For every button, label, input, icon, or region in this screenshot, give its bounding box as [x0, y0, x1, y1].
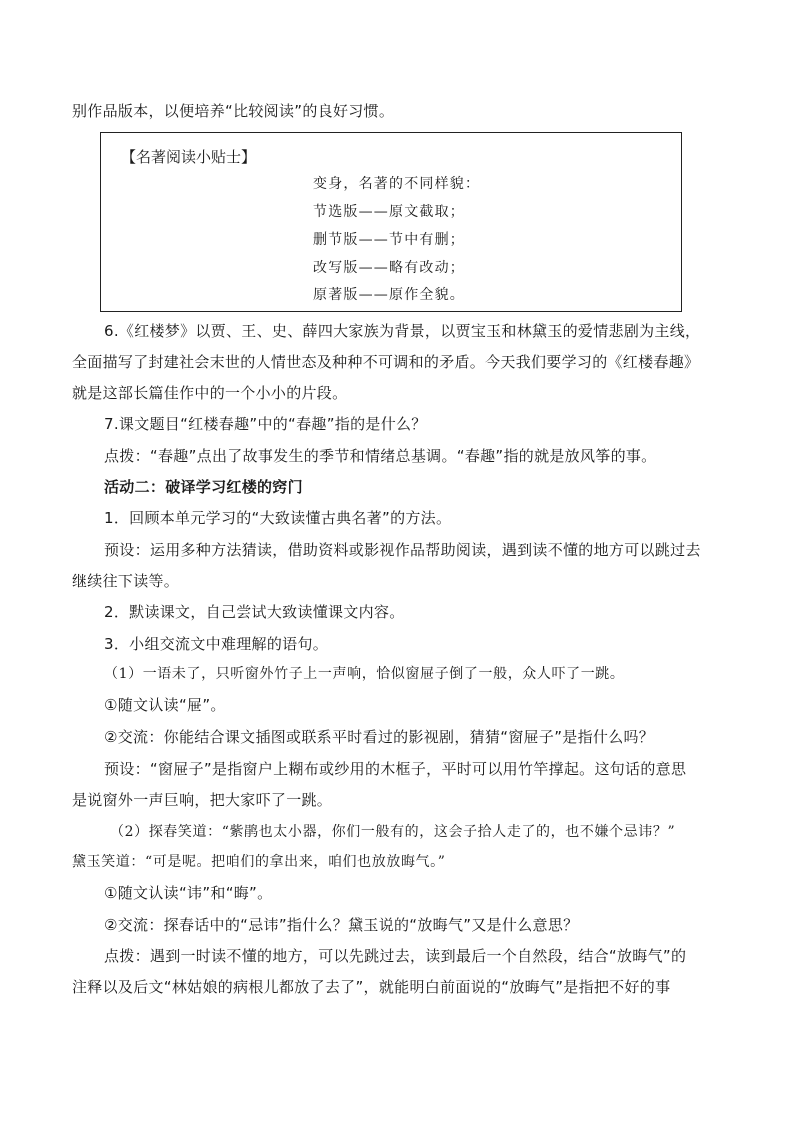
- tip-line: 变身，名著的不同样貌：: [313, 176, 481, 192]
- quote-2-hint-line: 注释以及后文“林姑娘的病根儿都放了去了”，就能明白前面说的“放晦气”是指把不好的事: [72, 978, 671, 996]
- tip-line: 原著版——原作全貌。: [313, 287, 465, 303]
- tips-title: 【名著阅读小贴士】: [121, 148, 257, 166]
- quote-1-read: ①随文认读“屉”。: [104, 696, 226, 714]
- intro-line: 别作品版本，以便培养“比较阅读”的良好习惯。: [72, 102, 395, 120]
- paragraph-6-line: 全面描写了封建社会末世的人情世态及种种不可调和的矛盾。今天我们要学习的《红楼春趣》: [72, 353, 700, 371]
- step-1: 1．回顾本单元学习的“大致读懂古典名著”的方法。: [104, 509, 452, 527]
- quote-2-discuss: ②交流：探春话中的“忌讳”指什么？黛玉说的“放晦气”又是什么意思？: [104, 916, 579, 934]
- quote-2-line: （2）探春笑道：“紫鹃也太小器，你们一般有的，这会子拾人走了的，也不嫌个忌讳？”: [110, 824, 676, 840]
- paragraph-6-line: 6.《红楼梦》以贾、王、史、薛四大家族为背景，以贾宝玉和林黛玉的爱情悲剧为主线，: [104, 322, 701, 340]
- quote-1-discuss: ②交流：你能结合课文插图或联系平时看过的影视剧，猜猜“窗屉子”是指什么吗？: [104, 728, 655, 746]
- quote-1-preset-line: 预设：“窗屉子”是指窗户上糊布或纱用的木框子，平时可以用竹竿撑起。这句话的意思: [104, 760, 687, 778]
- quote-1: （1）一语未了，只听窗外竹子上一声响，恰似窗屉子倒了一般，众人吓了一跳。: [104, 666, 625, 682]
- question-7-hint: 点拨：“春趣”点出了故事发生的季节和情绪总基调。“春趣”指的就是放风筝的事。: [104, 447, 657, 465]
- step-3: 3．小组交流文中难理解的语句。: [104, 635, 329, 653]
- step-1-preset-line: 继续往下读等。: [72, 572, 180, 590]
- quote-2-hint-line: 点拨：遇到一时读不懂的地方，可以先跳过去，读到最后一个自然段，结合“放晦气”的: [104, 947, 687, 965]
- tip-line: 删节版——节中有删；: [313, 232, 465, 248]
- step-2: 2．默读课文，自己尝试大致读懂课文内容。: [104, 603, 405, 621]
- quote-2-line: 黛玉笑道：“可是呢。把咱们的拿出来，咱们也放放晦气。”: [72, 854, 446, 870]
- paragraph-6-line: 就是这部长篇佳作中的一个小小的片段。: [72, 384, 348, 402]
- activity-2-heading: 活动二：破译学习红楼的窍门: [104, 478, 303, 496]
- quote-1-preset-line: 是说窗外一声巨响，把大家吓了一跳。: [72, 791, 333, 809]
- reading-tips-box: [100, 132, 682, 312]
- question-7: 7.课文题目“红楼春趣”中的“春趣”指的是什么？: [104, 415, 427, 433]
- quote-2-read: ①随文认读“讳”和“晦”。: [104, 884, 273, 902]
- tip-line: 节选版——原文截取；: [313, 204, 465, 220]
- tip-line: 改写版——略有改动；: [313, 260, 465, 276]
- step-1-preset-line: 预设：运用多种方法猜读，借助资料或影视作品帮助阅读，遇到读不懂的地方可以跳过去: [104, 541, 701, 559]
